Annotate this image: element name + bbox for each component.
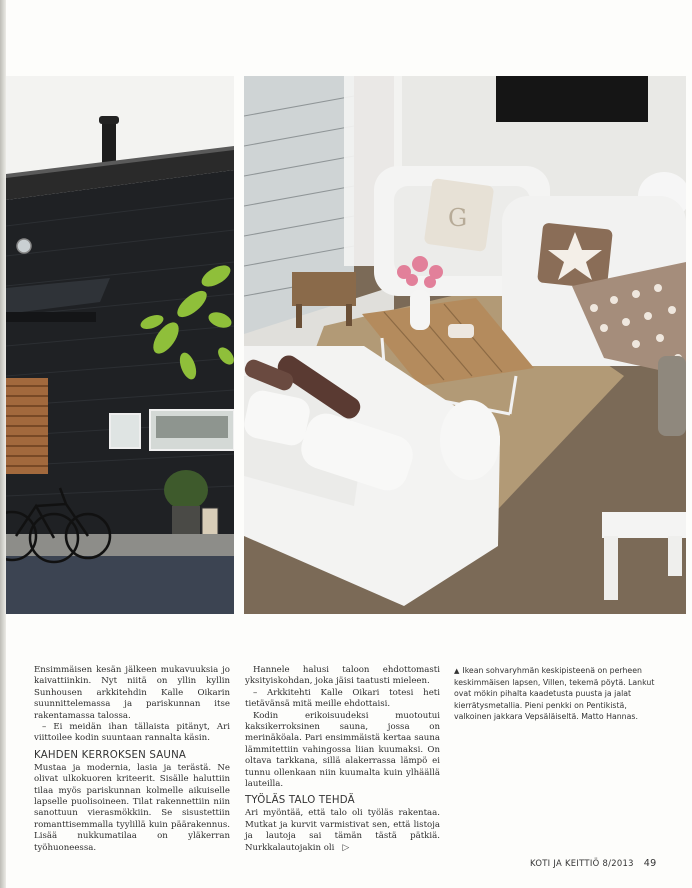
paragraph: – Ei meidän ihan tällaista pitänyt, Ari viittoilee kodin suuntaan rannalta käsin. [34,722,230,744]
photo-caption [454,665,659,722]
paragraph: Mustaa ja modernia, lasia ja terästä. Ne olivat ulkokuoren kriteerit. Sisälle haluttiin tilaa myös pariskunnan kolmelle aikuiselle lapselle puolisoineen. Tilat rakennettiin niin sanottuun vierasmökkiin. Se sisustettiin romanttisemmalla tyylillä kuin päärakennus. Lisää nukkumatilaa on yläkerran työhuoneessa. [34,762,230,853]
paragraph-text: Ari myöntää, että talo oli työläs rakentaa. Mutkat ja kurvit varmistivat sen, että listoja ja lautoja sai tämän tästä pätkiä. Nurkkalautojakin oli [245,808,440,853]
text-column-1 [34,665,230,854]
page-footer [530,858,657,869]
continue-arrow-icon: ▷ [342,842,350,853]
text-column-2 [245,665,440,854]
svg-text:G: G [448,204,468,232]
caption-text: Ikean sohvaryhmän keskipisteenä on perheen keskimmäisen lapsen, Villen, tekemä pöytä. Lankut ovat mökin pihalta kaadetusta puusta ja jalat kierrätysmetallia. Pieni penkki on Pentikistä, valkoinen jakkara Vepsäläiseltä. Matto Hannas. [454,666,655,721]
section-heading: TYÖLÄS TALO TEHDÄ [245,795,355,807]
page-number: 49 [643,858,657,869]
living-room-photo [244,76,686,614]
magazine-issue: KOTI JA KEITTIÖ 8/2013 [530,858,634,868]
paragraph: – Arkkitehti Kalle Oikari totesi heti tietävänsä mitä meille ehdottaisi. [245,687,440,710]
caption-arrow-icon: ▲ [454,667,460,675]
paragraph: Hannele halusi taloon ehdottomasti yksityiskohdan, joka jäisi taatusti mieleen. [245,665,440,687]
house-exterior-photo [6,76,234,614]
paragraph: Ensimmäisen kesän jälkeen mukavuuksia jo kaivattiinkin. Nyt niitä on yllin kyllin Sunhousen arkkitehdin Kalle Oikarin suunnittelemassa ja pariskunnan itse rakentamassa talossa. [34,665,230,721]
section-heading: KAHDEN KERROKSEN SAUNA [34,749,187,761]
paragraph [245,808,440,854]
paragraph: Kodin erikoisuudeksi muotoutui kaksikerroksinen sauna, jossa on merinäköala. Pari ensimmäistä kertaa sauna lämmitettiin vahingossa liian kuumaksi. On oltava tarkkana, sillä alakerrassa lämpö ei tunnu ollenkaan niin kuumalta kuin ylhäällä lauteilla. [245,710,440,790]
